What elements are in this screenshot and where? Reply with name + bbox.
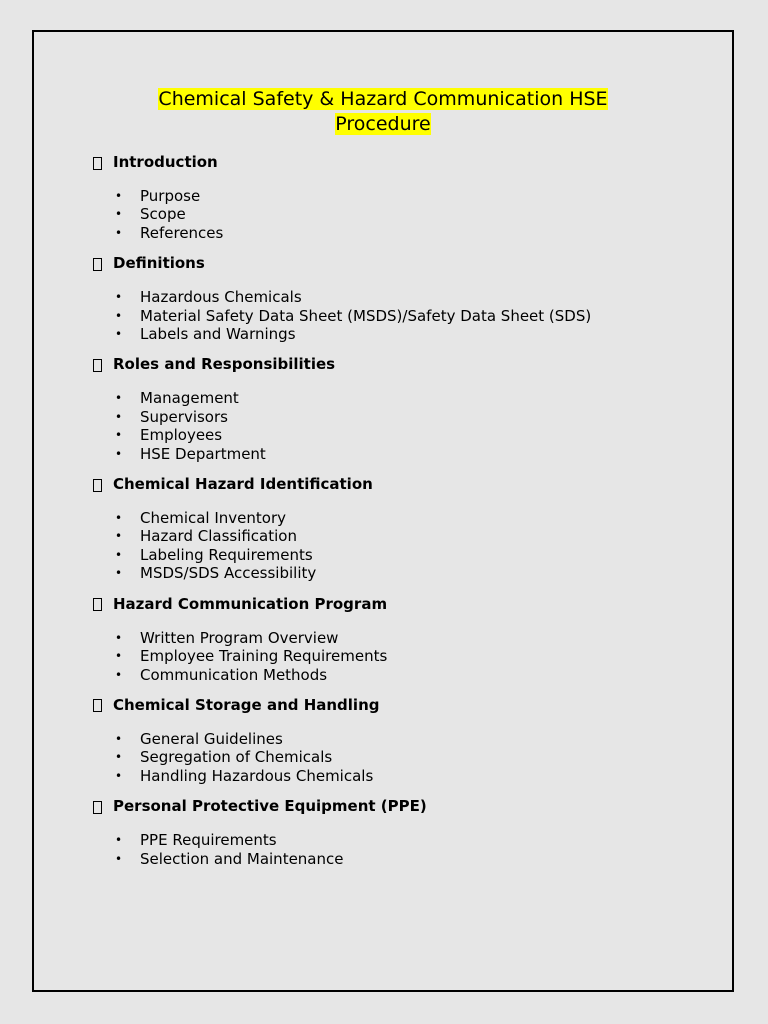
section-heading: Hazard Communication Program [93, 594, 712, 614]
bullet-list [93, 187, 712, 242]
list-item: • PPE Requirements [115, 831, 712, 849]
section-heading: Roles and Responsibilities [93, 354, 712, 374]
section [93, 253, 712, 343]
list-item: • Labeling Requirements [115, 546, 712, 564]
bullet-list [93, 288, 712, 343]
section [93, 354, 712, 463]
section-heading: Chemical Hazard Identification [93, 474, 712, 494]
list-item: • Material Safety Data Sheet (MSDS)/Safety Data Sheet (SDS) [115, 307, 712, 325]
missing-glyph-icon [93, 157, 102, 170]
list-item: • Employees [115, 426, 712, 444]
list-item: • Hazard Classification [115, 527, 712, 545]
bullet-list [93, 629, 712, 684]
list-item: • Written Program Overview [115, 629, 712, 647]
list-item: • Hazardous Chemicals [115, 288, 712, 306]
list-item: • MSDS/SDS Accessibility [115, 564, 712, 582]
missing-glyph-icon [93, 598, 102, 611]
section [93, 152, 712, 242]
missing-glyph-icon [93, 801, 102, 814]
section [93, 594, 712, 684]
list-item: • Employee Training Requirements [115, 647, 712, 665]
section [93, 796, 712, 868]
bullet-list [93, 831, 712, 868]
list-item: • Selection and Maintenance [115, 850, 712, 868]
list-item: • Communication Methods [115, 666, 712, 684]
list-item: • Handling Hazardous Chemicals [115, 767, 712, 785]
section-heading: Introduction [93, 152, 712, 172]
list-item: • References [115, 224, 712, 242]
section-heading: Definitions [93, 253, 712, 273]
missing-glyph-icon [93, 699, 102, 712]
title-line-1: Chemical Safety & Hazard Communication HSE [158, 88, 608, 110]
list-item: • Labels and Warnings [115, 325, 712, 343]
bullet-list [93, 389, 712, 463]
section [93, 474, 712, 583]
title-line-2: Procedure [335, 113, 431, 135]
missing-glyph-icon [93, 479, 102, 492]
list-item: • General Guidelines [115, 730, 712, 748]
list-item: • Scope [115, 205, 712, 223]
bullet-list [93, 509, 712, 583]
list-item: • Purpose [115, 187, 712, 205]
missing-glyph-icon [93, 258, 102, 271]
section [93, 695, 712, 785]
missing-glyph-icon [93, 359, 102, 372]
document-page [32, 30, 734, 992]
bullet-list [93, 730, 712, 785]
sections-list [93, 152, 712, 879]
list-item: • HSE Department [115, 445, 712, 463]
list-item: • Supervisors [115, 408, 712, 426]
list-item: • Chemical Inventory [115, 509, 712, 527]
list-item: • Management [115, 389, 712, 407]
document-title [34, 87, 732, 137]
section-heading: Chemical Storage and Handling [93, 695, 712, 715]
list-item: • Segregation of Chemicals [115, 748, 712, 766]
section-heading: Personal Protective Equipment (PPE) [93, 796, 712, 816]
